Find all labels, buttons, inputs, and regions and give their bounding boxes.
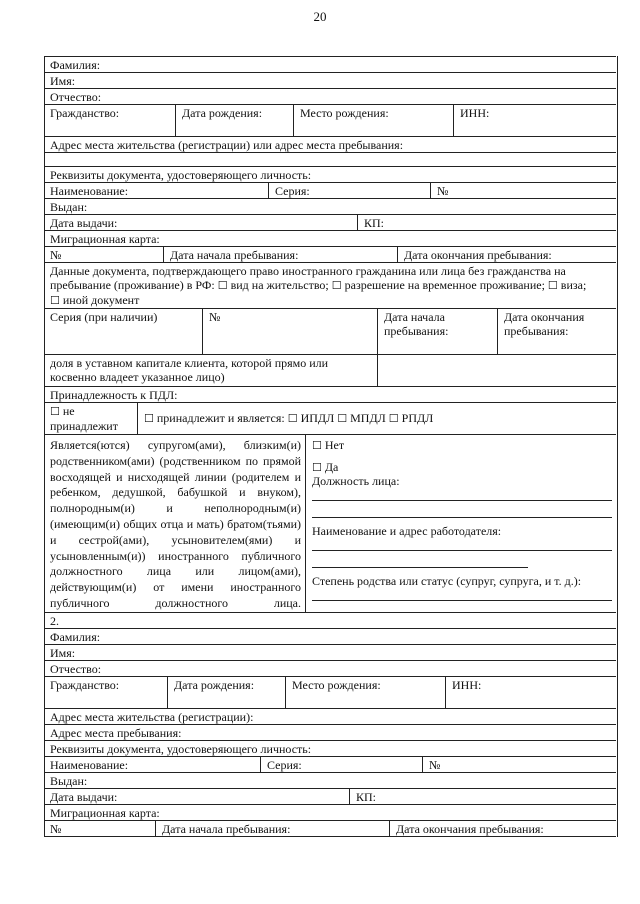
p2-doc-name-label: Наименование: [50,758,129,772]
p2-birth-date-label: Дата рождения: [174,678,255,692]
name-row[interactable] [44,73,616,89]
rr-end-label: Дата окончания пребывания: [504,310,585,338]
p2-mc-end-field[interactable] [389,821,616,836]
doc-name-row [44,183,616,199]
visa-checkbox[interactable]: ☐ виза; [548,278,586,292]
p2-birth-date-field[interactable] [167,677,285,708]
relative-answer-block [305,435,616,612]
migration-card-fields [44,247,616,263]
series-label: Серия: [275,184,310,198]
p2-number-field[interactable] [422,757,616,772]
series-field[interactable] [268,183,430,198]
p2-stay-address-label: Адрес места пребывания: [50,726,182,740]
mc-end-field[interactable] [397,247,616,262]
rr-series-label: Серия (при наличии) [50,310,158,324]
p2-birth-place-label: Место рождения: [292,678,381,692]
doc-name-field[interactable] [44,183,268,198]
number-label: № [437,184,449,198]
p2-name-row[interactable] [44,645,616,661]
mc-start-field[interactable] [163,247,397,262]
employer-line[interactable] [312,538,612,551]
p2-surname-label: Фамилия: [50,630,101,644]
relative-text: Является(ются) супругом(ами), близким(и) родственником(ами) (родственником по прямой восходящей и нисходящей линии (родителем и ребенком, дедушкой, бабушкой и внуком), полнородным(и) и неполнородным(и) (имеющим(и) общих отца и мать) братом(тьями) и сестрой(ами), усыновителем(ями) и усыновленным(и)) иностранного публичного должностного лица или лицом(ами), действующим(и) от имени иностранного публичного должностного лица. [50,438,301,610]
mc-end-label: Дата окончания пребывания: [404,248,552,262]
address-row[interactable] [44,137,616,153]
patronymic-label: Отчество: [50,90,102,104]
birth-date-label: Дата рождения: [182,106,263,120]
issued-by-label: Выдан: [50,200,88,214]
kp-field[interactable] [357,215,616,230]
doc-name-label: Наименование: [50,184,129,198]
p2-issued-by-label: Выдан: [50,774,88,788]
rr-start-field[interactable] [377,309,497,354]
p2-mc-start-field[interactable] [155,821,389,836]
share-row [44,355,616,387]
employer-label: Наименование и адрес работодателя: [312,524,502,538]
p2-doc-name-field[interactable] [44,757,260,772]
residence-right-row [44,263,616,309]
rr-series-field[interactable] [44,309,202,354]
id-doc-row [44,167,616,183]
pdl-belongs-cell [137,403,616,434]
p2-mc-number-field[interactable] [44,821,155,836]
migration-card-label: Миграционная карта: [50,232,160,246]
name-label: Имя: [50,74,76,88]
p2-migration-card-row [44,805,616,821]
p2-series-label: Серия: [267,758,302,772]
relative-row [44,435,616,613]
birth-place-field[interactable] [293,105,453,136]
p2-reg-address-label: Адрес места жительства (регистрации): [50,710,254,724]
pdl-label: Принадлежность к ПДЛ: [50,388,178,402]
residence-doc-row [44,309,616,355]
p2-birth-place-field[interactable] [285,677,445,708]
issued-by-row[interactable] [44,199,616,215]
inn-field[interactable] [453,105,616,136]
share-label-cell [44,355,377,386]
issue-date-field[interactable] [44,215,357,230]
p2-inn-label: ИНН: [452,678,482,692]
p2-id-doc-label: Реквизиты документа, удостоверяющего личность: [50,742,312,756]
surname-label: Фамилия: [50,58,101,72]
form-sheet [44,56,616,837]
pdl-options-row [44,403,616,435]
inn-label: ИНН: [460,106,490,120]
patronymic-row[interactable] [44,89,616,105]
residence-permit-checkbox[interactable]: ☐ вид на жительство; [218,278,329,292]
address-label: Адрес места жительства (регистрации) или адрес места пребывания: [50,138,404,152]
birth-date-field[interactable] [175,105,293,136]
position-line[interactable] [312,488,612,501]
position-line-2[interactable] [312,501,612,518]
relative-no-checkbox[interactable]: ☐ Нет [312,438,612,460]
p2-patronymic-row[interactable] [44,661,616,677]
p2-series-field[interactable] [260,757,422,772]
p2-migration-card-fields [44,821,616,837]
p2-citizenship-row [44,677,616,709]
p2-inn-field[interactable] [445,677,616,708]
p2-issued-by-row[interactable] [44,773,616,789]
issue-date-label: Дата выдачи: [50,216,118,230]
relative-yes-checkbox[interactable]: ☐ Да [312,460,612,474]
pdl-belongs-checkbox[interactable]: ☐ принадлежит и является: [144,411,285,425]
p2-id-doc-row [44,741,616,757]
pdl-not-belong-checkbox[interactable]: ☐ не принадлежит [44,403,137,434]
p2-citizenship-label: Гражданство: [50,678,120,692]
share-label: доля в уставном капитале клиента, которой прямо или косвенно владеет указанное лицо) [50,356,329,384]
pdl-row [44,387,616,403]
employer-line-2[interactable] [312,551,528,568]
surname-row[interactable] [44,57,616,73]
rr-end-field[interactable] [497,309,616,354]
rr-number-label: № [209,310,221,324]
issue-date-row [44,215,616,231]
p2-number-label: № [429,758,441,772]
temporary-residence-checkbox[interactable]: ☐ разрешение на временное проживание; [332,278,545,292]
p2-issue-date-row [44,789,616,805]
other-doc-checkbox[interactable]: ☐ иной документ [50,293,139,307]
share-value-field[interactable] [377,355,616,386]
migration-card-row [44,231,616,247]
mc-start-label: Дата начала пребывания: [170,248,299,262]
kp-label: КП: [364,216,385,230]
citizenship-row [44,105,616,137]
p2-name-label: Имя: [50,646,76,660]
kinship-line[interactable] [312,588,612,601]
p2-migration-card-label: Миграционная карта: [50,806,160,820]
p2-kp-label: КП: [356,790,377,804]
birth-place-label: Место рождения: [300,106,389,120]
position-label: Должность лица: [312,474,400,488]
person2-index-row [44,613,616,629]
p2-mc-end-label: Дата окончания пребывания: [396,822,544,836]
p2-issue-date-label: Дата выдачи: [50,790,118,804]
p2-citizenship-field[interactable] [44,677,167,708]
p2-reg-address-row[interactable] [44,709,616,725]
p2-doc-name-row [44,757,616,773]
p2-surname-row[interactable] [44,629,616,645]
mpdl-checkbox[interactable]: ☐ МПДЛ [337,411,386,425]
page-number: 20 [313,9,327,24]
p2-patronymic-label: Отчество: [50,662,102,676]
rr-number-field[interactable] [202,309,377,354]
rpdl-checkbox[interactable]: ☐ РПДЛ [389,411,434,425]
citizenship-field[interactable] [44,105,175,136]
person2-index: 2. [50,614,59,628]
p2-mc-number-label: № [50,822,62,836]
p2-mc-start-label: Дата начала пребывания: [162,822,291,836]
p2-stay-address-row[interactable] [44,725,616,741]
mc-number-field[interactable] [44,247,163,262]
residence-right-text: Данные документа, подтверждающего право иностранного гражданина или лица без гражданства на пребывание (проживание) в РФ: [50,264,566,292]
kinship-label: Степень родства или статус (супруг, супруга, и т. д.): [312,574,582,588]
ipdl-checkbox[interactable]: ☐ ИПДЛ [288,411,335,425]
p2-issue-date-field[interactable] [44,789,349,804]
number-field[interactable] [430,183,616,198]
id-doc-label: Реквизиты документа, удостоверяющего личность: [50,168,312,182]
p2-kp-field[interactable] [349,789,616,804]
rr-start-label: Дата начала пребывания: [384,310,449,338]
address-blank-row[interactable] [44,153,616,167]
mc-number-label: № [50,248,62,262]
residence-right-block [44,263,616,308]
citizenship-label: Гражданство: [50,106,120,120]
